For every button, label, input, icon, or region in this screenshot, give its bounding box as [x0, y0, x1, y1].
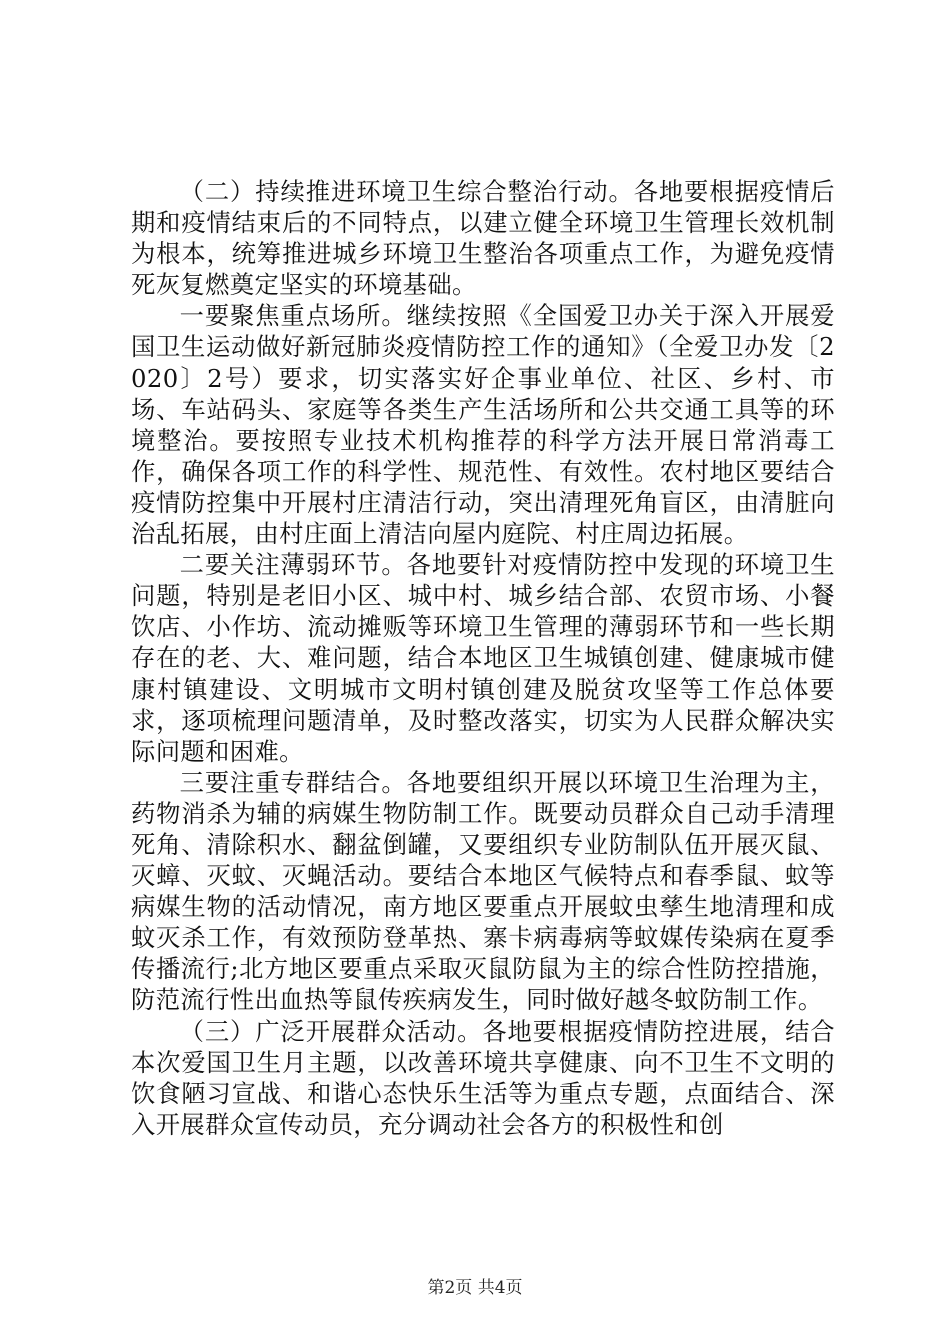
paragraph-weak-links: 二要关注薄弱环节。各地要针对疫情防控中发现的环境卫生问题，特别是老旧小区、城中村、城乡结合部、农贸市场、小餐饮店、小作坊、流动摊贩等环境卫生管理的薄弱环节和一些长期存在的老、大、难问题，结合本地区卫生城镇创建、健康城市健康村镇建设、文明城市文明村镇创建及脱贫攻坚等工作总体要求，逐项梳理问题清单，及时整改落实，切实为人民群众解决实际问题和困难。 [131, 550, 835, 766]
document-body [131, 176, 835, 1140]
paragraph-vector-control: 三要注重专群结合。各地要组织开展以环境卫生治理为主，药物消杀为辅的病媒生物防制工作。既要动员群众自己动手清理死角、清除积水、翻盆倒罐，又要组织专业防制队伍开展灭鼠、灭蟑、灭蚊、灭蝇活动。要结合本地区气候特点和春季鼠、蚊等病媒生物的活动情况，南方地区要重点开展蚊虫孳生地清理和成蚊灭杀工作，有效预防登革热、寨卡病毒病等蚊媒传染病在夏季传播流行;北方地区要重点采取灭鼠防鼠为主的综合性防控措施，防范流行性出血热等鼠传疾病发生，同时做好越冬蚊防制工作。 [131, 767, 835, 1015]
paragraph-key-places: 一要聚焦重点场所。继续按照《全国爱卫办关于深入开展爱国卫生运动做好新冠肺炎疫情防控工作的通知》（全爱卫办发〔2020〕2号）要求，切实落实好企事业单位、社区、乡村、市场、车站码头、家庭等各类生产生活场所和公共交通工具等的环境整治。要按照专业技术机构推荐的科学方法开展日常消毒工作，确保各项工作的科学性、规范性、有效性。农村地区要结合疫情防控集中开展村庄清洁行动，突出清理死角盲区，由清脏向治乱拓展，由村庄面上清洁向屋内庭院、村庄周边拓展。 [131, 301, 835, 549]
paragraph-mass-activities: （三）广泛开展群众活动。各地要根据疫情防控进展，结合本次爱国卫生月主题，以改善环境共享健康、向不卫生不文明的饮食陋习宣战、和谐心态快乐生活等为重点专题，点面结合、深入开展群众宣传动员，充分调动社会各方的积极性和创 [131, 1016, 835, 1139]
page-footer: 第2页 共4页 [427, 1278, 523, 1298]
paragraph-environment-remediation: （二）持续推进环境卫生综合整治行动。各地要根据疫情后期和疫情结束后的不同特点，以建立健全环境卫生管理长效机制为根本，统筹推进城乡环境卫生整治各项重点工作，为避免疫情死灰复燃奠定坚实的环境基础。 [131, 177, 835, 300]
